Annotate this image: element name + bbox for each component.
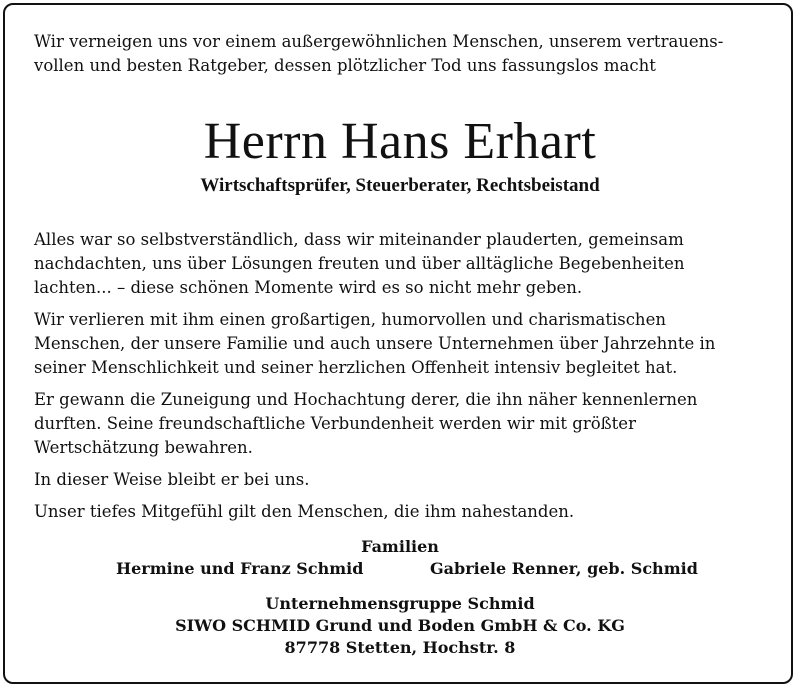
paragraph: [34, 228, 774, 300]
paragraph: [34, 308, 774, 380]
intro-text: [34, 30, 769, 78]
paragraph-line: Alles war so selbstverständlich, dass wir miteinander plauderten, gemeinsam: [34, 230, 684, 249]
paragraph: [34, 468, 774, 492]
intro-line: Wir verneigen uns vor einem außergewöhnlichen Menschen, unserem vertrauens-: [34, 32, 724, 51]
families-label: Familien: [361, 537, 439, 556]
paragraph-line: durften. Seine freundschaftliche Verbundenheit werden wir mit größter: [34, 414, 636, 433]
notice-body: [34, 228, 774, 532]
family-right-name: Gabriele Renner, geb. Schmid: [430, 559, 698, 578]
family-left-name: Hermine und Franz Schmid: [116, 559, 364, 578]
paragraph: [34, 500, 774, 524]
company-group-name: Unternehmensgruppe Schmid: [265, 594, 535, 613]
deceased-profession: Wirtschaftsprüfer, Steuerberater, Rechtsbeistand: [200, 175, 600, 196]
paragraph-line: Er gewann die Zuneigung und Hochachtung derer, die ihn näher kennenlernen: [34, 390, 698, 409]
company-address: 87778 Stetten, Hochstr. 8: [284, 638, 516, 657]
paragraph-line: lachten... – diese schönen Momente wird es so nicht mehr geben.: [34, 278, 583, 297]
company-name: SIWO SCHMID Grund und Boden GmbH & Co. KG: [175, 616, 625, 635]
paragraph-line: Unser tiefes Mitgefühl gilt den Menschen, die ihm nahestanden.: [34, 502, 575, 521]
paragraph-line: Menschen, der unsere Familie und auch unsere Unternehmen über Jahrzehnte in: [34, 334, 716, 353]
paragraph-line: Wertschätzung bewahren.: [34, 438, 253, 457]
paragraph-line: seiner Menschlichkeit und seiner herzlichen Offenheit intensiv begleitet hat.: [34, 358, 678, 377]
paragraph-line: Wir verlieren mit ihm einen großartigen, humorvollen und charismatischen: [34, 310, 666, 329]
deceased-name: Herrn Hans Erhart: [203, 113, 597, 170]
paragraph-line: nachdachten, uns über Lösungen freuten und über alltägliche Begebenheiten: [34, 254, 685, 273]
paragraph: [34, 388, 774, 460]
paragraph-line: In dieser Weise bleibt er bei uns.: [34, 470, 310, 489]
intro-line: vollen und besten Ratgeber, dessen plötzlicher Tod uns fassungslos macht: [34, 56, 656, 75]
